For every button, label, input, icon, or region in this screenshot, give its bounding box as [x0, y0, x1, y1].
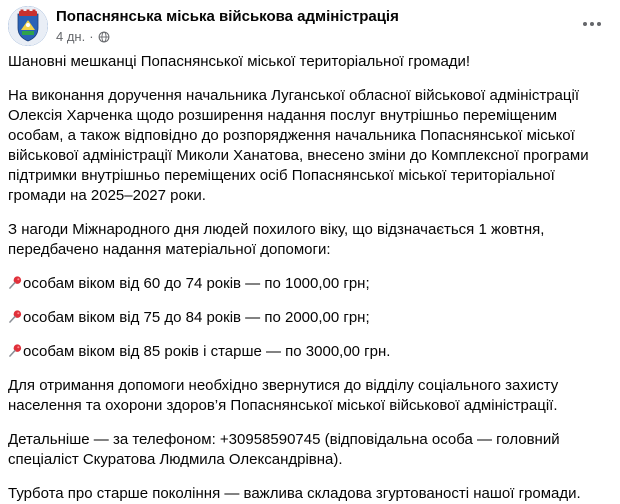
post-meta: [56, 7, 399, 45]
intro-paragraph: На виконання доручення начальника Луганської обласної військової адміністрації Олексія Харченка щодо розширення надання послуг внутрішньо переміщеним особам, а також відповідно до розпорядження начальника Попаснянської міської військової адміністрації Миколи Ханатова, внесено зміни до Комплексної програми підтримки внутрішньо переміщених осіб Попаснянської міської територіальної громади на 2025–2027 роки.: [8, 87, 589, 204]
list-item-text: особам віком від 85 років і старше — по 3000,00 грн.: [23, 343, 391, 360]
list-item: [8, 308, 602, 328]
more-horizontal-icon[interactable]: [578, 10, 606, 38]
list-item-text: особам віком від 60 до 74 років — по 1000,00 грн;: [23, 275, 370, 292]
avatar[interactable]: [8, 6, 48, 46]
pushpin-icon: [8, 343, 23, 358]
occasion-paragraph: З нагоди Міжнародного дня людей похилого віку, що відзначається 1 жовтня, передбачено надання матеріальної допомоги:: [8, 221, 545, 258]
list-item: [8, 342, 602, 362]
apply-paragraph: Для отримання допомоги необхідно звернутися до відділу соціального захисту населення та охорони здоров’я Попаснянської міської військової адміністрації.: [8, 377, 559, 414]
closing-paragraph: Турбота про старше покоління — важлива складова згуртованості нашої громади.: [8, 485, 581, 502]
post-body: [8, 51, 602, 504]
post-time[interactable]: 4 дн.: [56, 29, 86, 44]
post-header: [8, 0, 602, 51]
list-item-text: особам віком від 75 до 84 років — по 2000,00 грн;: [23, 309, 370, 326]
globe-icon[interactable]: [98, 31, 110, 43]
greeting-paragraph: Шановні мешканці Попаснянської міської територіальної громади!: [8, 53, 471, 70]
separator: ·: [89, 29, 94, 44]
pushpin-icon: [8, 275, 23, 290]
page-name[interactable]: Попаснянська міська військова адміністрація: [56, 8, 399, 25]
contact-paragraph: Детальніше — за телефоном: +30958590745 (відповідальна особа — головний спеціаліст Скуратова Людмила Олександрівна).: [8, 431, 560, 468]
coat-of-arms-icon: [8, 6, 48, 46]
pushpin-icon: [8, 309, 23, 324]
post-subline: [56, 28, 399, 45]
list-item: [8, 274, 602, 294]
